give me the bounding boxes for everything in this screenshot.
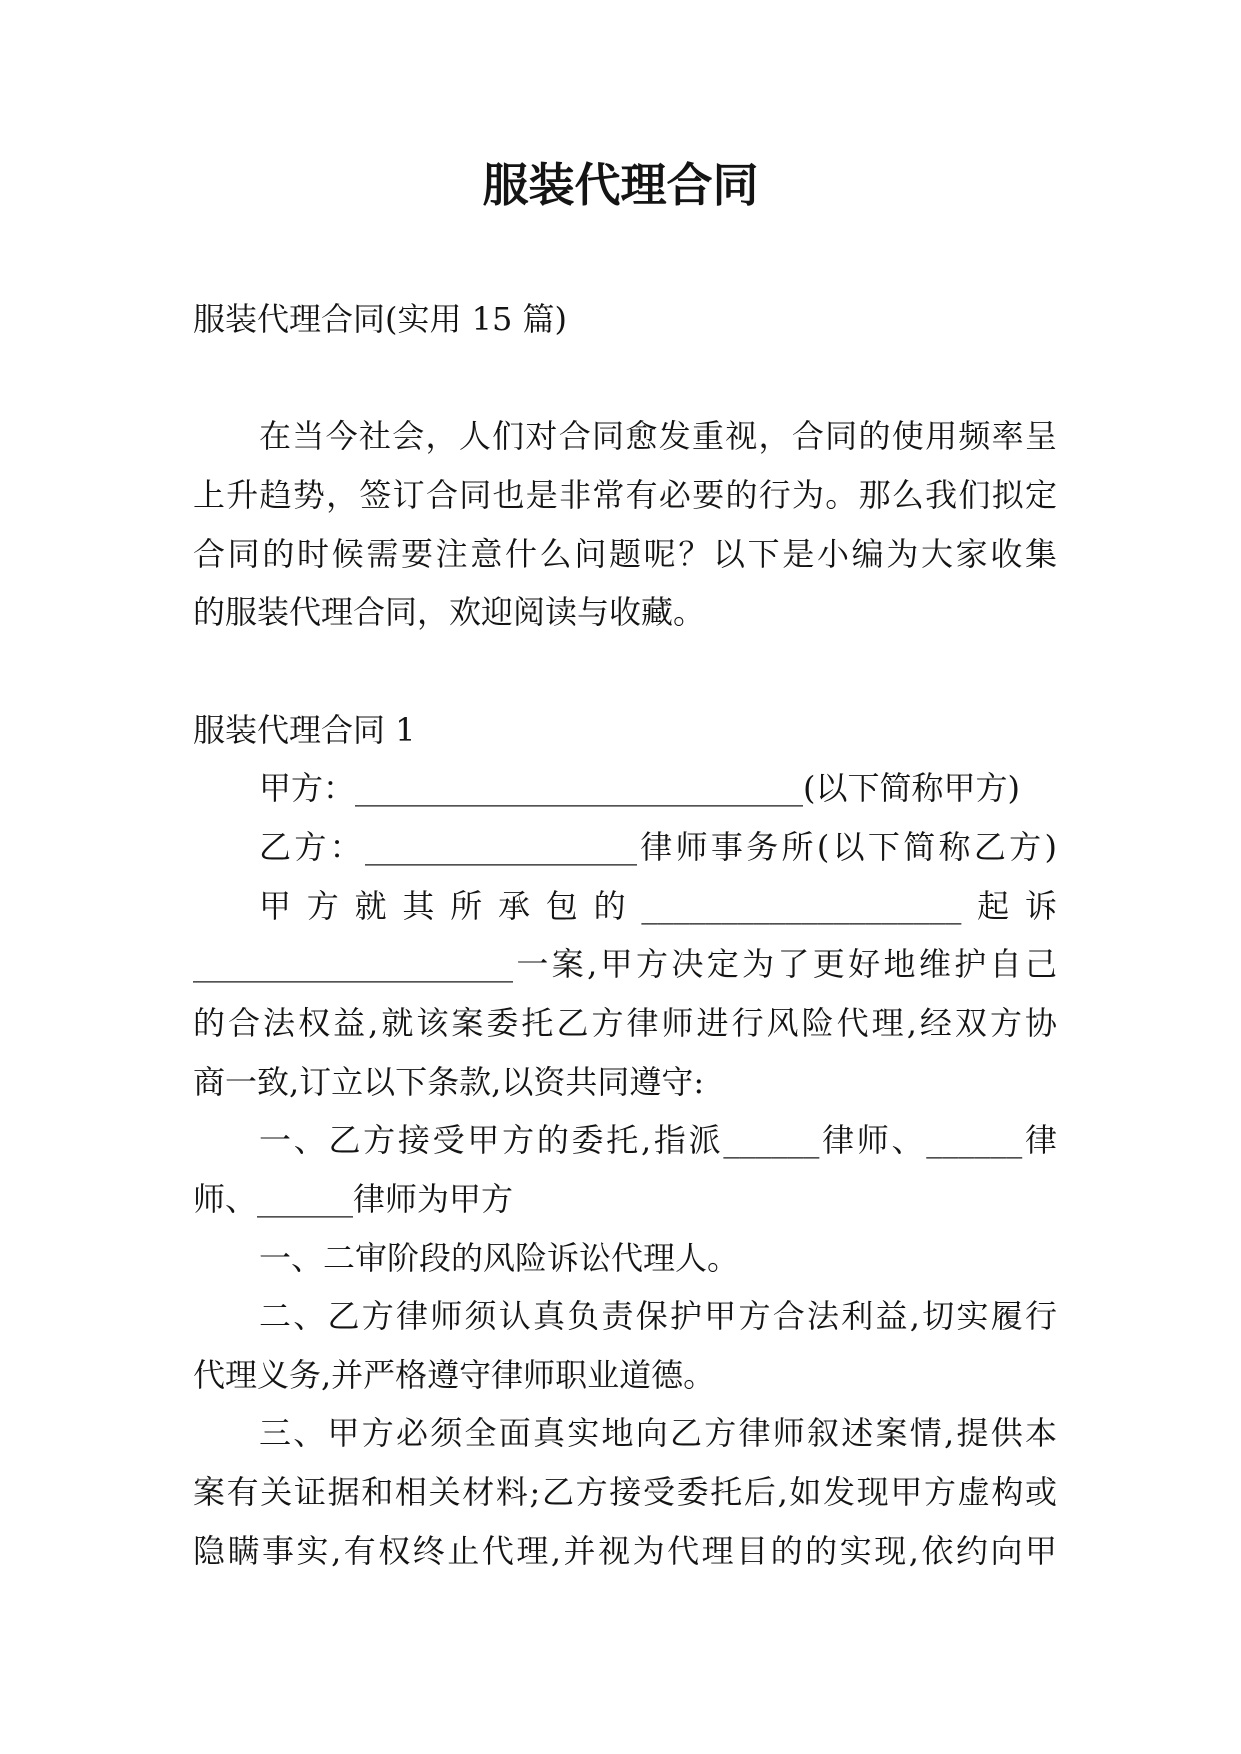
clause-line: 代理义务,并严格遵守律师职业道德。 [193,1355,716,1394]
contract-preamble [193,877,1057,1112]
blank-line [193,349,1057,408]
document-title: 服装代理合同 [482,158,759,212]
document-subtitle: 服装代理合同(实用 15 篇) [193,300,568,338]
preamble-line: 甲方就其所承包的____________________起诉 [259,886,1057,925]
blank-line [193,642,1057,701]
clause-1-continued [193,1229,1057,1288]
preamble-line: 的合法权益,就该案委托乙方律师进行风险代理,经双方协 [193,1003,1057,1042]
party-a-line: 甲方：____________________________(以下简称甲方) [259,769,1020,808]
clause-line: 二、乙方律师须认真负责保护甲方合法利益,切实履行 [259,1297,1057,1336]
preamble-line: 商一致,订立以下条款,以资共同遵守: [193,1062,705,1101]
clause-line: 一、二审阶段的风险诉讼代理人。 [259,1238,740,1277]
intro-line: 上升趋势，签订合同也是非常有必要的行为。那么我们拟定 [193,475,1057,514]
clause-line: 隐瞒事实,有权终止代理,并视为代理目的的实现,依约向甲 [193,1531,1057,1570]
clause-line: 一、乙方接受甲方的委托,指派______律师、______律 [259,1121,1057,1160]
clause-1 [193,1111,1057,1228]
intro-line: 合同的时候需要注意什么问题呢？以下是小编为大家收集 [193,534,1057,573]
intro-paragraph [193,407,1057,642]
contract-heading: 服装代理合同 1 [193,710,416,749]
intro-line: 的服装代理合同，欢迎阅读与收藏。 [193,593,706,632]
preamble-line: ____________________一案,甲方决定为了更好地维护自己 [193,945,1057,984]
clause-3 [193,1404,1057,1580]
clause-line: 案有关证据和相关材料;乙方接受委托后,如发现甲方虚构或 [193,1473,1057,1512]
intro-line: 在当今社会，人们对合同愈发重视，合同的使用频率呈 [259,417,1057,456]
clause-line: 三、甲方必须全面真实地向乙方律师叙述案情,提供本 [259,1414,1057,1453]
clause-line: 师、______律师为甲方 [193,1179,514,1218]
clause-2 [193,1287,1057,1404]
document-body [193,290,1057,1580]
party-b-line: 乙方：_________________律师事务所(以下简称乙方) [259,827,1057,866]
